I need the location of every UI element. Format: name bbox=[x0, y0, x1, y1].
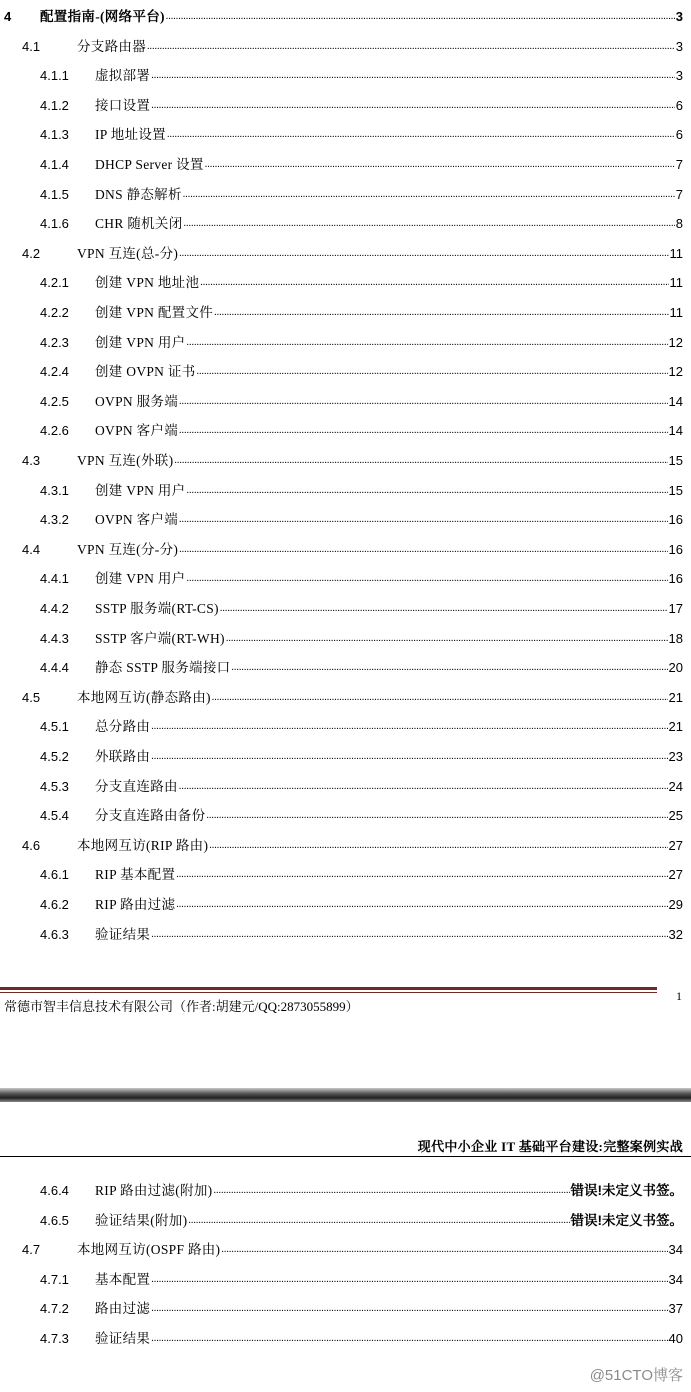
toc-entry-title: OVPN 服务端 bbox=[95, 393, 179, 409]
toc-entry-error: 错误!未定义书签。 bbox=[570, 1183, 683, 1198]
toc-leader-dots bbox=[179, 421, 668, 441]
toc-entry-number: 4.1.1 bbox=[40, 68, 69, 84]
toc-entry-title: SSTP 客户端(RT-WH) bbox=[95, 630, 225, 646]
toc-entry-error: 错误!未定义书签。 bbox=[570, 1212, 683, 1228]
footer-rule-thick bbox=[0, 987, 657, 990]
toc-leader-dots bbox=[209, 836, 667, 856]
toc-entry-title: CHR 随机关闭 bbox=[95, 216, 183, 232]
toc-leader-dots bbox=[151, 1270, 667, 1290]
toc-entry-title: 本地网互访(静态路由) bbox=[77, 689, 211, 705]
toc-entry-title: 接口设置 bbox=[95, 97, 151, 113]
toc-entry-number: 4.5 bbox=[22, 689, 41, 705]
toc-entry-number: 4.7.1 bbox=[40, 1271, 69, 1287]
toc-entry-page: 21 bbox=[668, 689, 683, 705]
toc-entry-title: 创建 OVPN 证书 bbox=[95, 364, 196, 380]
toc-entry[interactable] bbox=[0, 510, 691, 530]
toc-entry-number: 4 bbox=[4, 9, 12, 24]
toc-entry[interactable] bbox=[0, 629, 691, 649]
footer-rule-thin bbox=[0, 992, 657, 993]
toc-leader-dots bbox=[200, 273, 668, 293]
toc-entry-page: 3 bbox=[675, 38, 683, 54]
toc-leader-dots bbox=[188, 1211, 569, 1231]
toc-entry[interactable] bbox=[0, 1240, 691, 1260]
toc-entry-number: 4.2.5 bbox=[40, 393, 69, 409]
toc-entry[interactable] bbox=[0, 569, 691, 589]
toc-leader-dots bbox=[176, 895, 667, 915]
toc-entry-number: 4.3 bbox=[22, 453, 41, 468]
toc-entry[interactable] bbox=[0, 747, 691, 767]
toc-entry[interactable] bbox=[0, 421, 691, 441]
running-header-title: 现代中小企业 IT 基础平台建设:完整案例实战 bbox=[417, 1139, 683, 1154]
toc-leader-dots bbox=[206, 806, 667, 826]
toc-entry[interactable] bbox=[0, 37, 691, 57]
toc-entry-title: OVPN 客户端 bbox=[95, 512, 179, 528]
toc-entry-title: RIP 路由过滤 bbox=[95, 897, 176, 912]
toc-entry-number: 4.5.2 bbox=[40, 749, 69, 764]
toc-entry-number: 4.1.5 bbox=[40, 186, 69, 202]
toc-entry[interactable] bbox=[0, 540, 691, 560]
toc-leader-dots bbox=[166, 7, 675, 27]
toc-entry-page: 6 bbox=[675, 127, 683, 143]
page-number: 1 bbox=[676, 989, 682, 1003]
toc-entry-title: 创建 VPN 用户 bbox=[95, 334, 186, 350]
toc-entry[interactable] bbox=[0, 1329, 691, 1349]
toc-entry[interactable] bbox=[0, 244, 691, 264]
toc-leader-dots bbox=[151, 1299, 667, 1319]
toc-entry-page: 21 bbox=[668, 719, 683, 735]
toc-leader-dots bbox=[205, 155, 675, 175]
toc-leader-dots bbox=[226, 629, 668, 649]
toc-entry-number: 4.5.4 bbox=[40, 808, 69, 824]
toc-entry-title: VPN 互连(总-分) bbox=[77, 245, 179, 261]
toc-entry-title: 验证结果 bbox=[95, 926, 151, 942]
toc-leader-dots bbox=[151, 717, 667, 737]
toc-entry-title: VPN 互连(分-分) bbox=[77, 541, 179, 557]
toc-leader-dots bbox=[183, 185, 675, 205]
toc-entry-title: 验证结果 bbox=[95, 1331, 151, 1346]
toc-entry-title: 分支直连路由备份 bbox=[95, 808, 206, 824]
toc-entry-title: SSTP 服务端(RT-CS) bbox=[95, 601, 219, 616]
toc-entry[interactable] bbox=[0, 599, 691, 619]
toc-entry-page: 34 bbox=[668, 1242, 683, 1258]
toc-entry[interactable] bbox=[0, 1181, 691, 1201]
toc-entry-number: 4.2.3 bbox=[40, 334, 69, 350]
toc-entry[interactable] bbox=[0, 1270, 691, 1290]
toc-leader-dots bbox=[186, 569, 667, 589]
toc-entry-number: 4.1.6 bbox=[40, 216, 69, 232]
toc-entry-title: 本地网互访(OSPF 路由) bbox=[77, 1242, 221, 1258]
toc-entry[interactable] bbox=[0, 777, 691, 797]
toc-entry[interactable] bbox=[0, 1211, 691, 1231]
toc-entry-number: 4.7.3 bbox=[40, 1331, 69, 1346]
toc-leader-dots bbox=[151, 747, 667, 767]
toc-entry[interactable] bbox=[0, 836, 691, 856]
toc-entry-title: VPN 互连(外联) bbox=[77, 453, 174, 468]
toc-leader-dots bbox=[212, 688, 668, 708]
toc-entry-number: 4.4.2 bbox=[40, 601, 69, 616]
toc-entry-page: 17 bbox=[668, 601, 683, 616]
toc-entry-number: 4.2.2 bbox=[40, 305, 69, 320]
toc-entry-title: 虚拟部署 bbox=[95, 68, 151, 84]
toc-entry-page: 11 bbox=[669, 275, 683, 291]
toc-entry-page: 15 bbox=[668, 453, 683, 468]
toc-entry-title: 创建 VPN 配置文件 bbox=[95, 305, 214, 320]
watermark: @51CTO博客 bbox=[589, 1367, 683, 1384]
toc-leader-dots bbox=[179, 244, 668, 264]
toc-entry[interactable] bbox=[0, 96, 691, 116]
toc-leader-dots bbox=[151, 96, 675, 116]
toc-entry-page: 14 bbox=[668, 423, 683, 439]
toc-entry[interactable] bbox=[0, 717, 691, 737]
toc-entry[interactable] bbox=[0, 273, 691, 293]
toc-entry-number: 4.4.1 bbox=[40, 571, 69, 587]
toc-entry-number: 4.5.3 bbox=[40, 778, 69, 794]
toc-entry-page: 27 bbox=[668, 837, 683, 853]
toc-entry-number: 4.6.5 bbox=[40, 1212, 69, 1228]
toc-leader-dots bbox=[184, 214, 675, 234]
toc-entry-page: 37 bbox=[668, 1301, 683, 1317]
toc-entry-number: 4.7.2 bbox=[40, 1301, 69, 1317]
toc-entry-number: 4.3.1 bbox=[40, 482, 69, 498]
toc-leader-dots bbox=[220, 599, 668, 619]
toc-leader-dots bbox=[179, 510, 668, 530]
header-rule bbox=[0, 1156, 691, 1157]
toc-entry-title: 创建 VPN 用户 bbox=[95, 482, 186, 498]
toc-entry-page: 14 bbox=[668, 393, 683, 409]
toc-entry-page: 29 bbox=[668, 897, 683, 912]
toc-entry-page: 25 bbox=[668, 808, 683, 824]
toc-entry-page: 11 bbox=[669, 245, 683, 261]
toc-entry-title: 外联路由 bbox=[95, 749, 151, 764]
toc-entry-title: 静态 SSTP 服务端接口 bbox=[95, 660, 231, 676]
toc-entry-title: IP 地址设置 bbox=[95, 127, 166, 143]
toc-entry[interactable] bbox=[0, 303, 691, 323]
toc-entry[interactable] bbox=[0, 155, 691, 175]
toc-entry[interactable] bbox=[0, 333, 691, 353]
toc-entry-page: 27 bbox=[668, 867, 683, 883]
toc-leader-dots bbox=[174, 451, 667, 471]
toc-leader-dots bbox=[151, 66, 675, 86]
toc-entry-number: 4.6.3 bbox=[40, 926, 69, 942]
toc-entry[interactable] bbox=[0, 481, 691, 501]
toc-leader-dots bbox=[167, 125, 675, 145]
toc-entry-page: 16 bbox=[668, 512, 683, 528]
toc-entry-title: 本地网互访(RIP 路由) bbox=[77, 837, 209, 853]
toc-entry-title: DHCP Server 设置 bbox=[95, 157, 204, 172]
toc-entry-title: 分支路由器 bbox=[77, 38, 146, 54]
toc-entry-title: 分支直连路由 bbox=[95, 778, 178, 794]
toc-entry[interactable] bbox=[0, 392, 691, 412]
toc-entry-title: 创建 VPN 用户 bbox=[95, 571, 186, 587]
toc-entry-page: 16 bbox=[668, 541, 683, 557]
toc-entry-page: 32 bbox=[668, 926, 683, 942]
toc-entry-page: 12 bbox=[668, 364, 683, 380]
toc-entry-title: RIP 基本配置 bbox=[95, 867, 176, 883]
toc-entry-number: 4.2.4 bbox=[40, 364, 69, 380]
toc-entry-page: 6 bbox=[675, 97, 683, 113]
toc-entry-page: 7 bbox=[675, 186, 683, 202]
toc-entry-number: 4.5.1 bbox=[40, 719, 69, 735]
toc-entry-number: 4.2 bbox=[22, 245, 41, 261]
toc-entry-title: 创建 VPN 地址池 bbox=[95, 275, 200, 291]
page-separator bbox=[0, 1088, 691, 1102]
toc-leader-dots bbox=[186, 481, 667, 501]
toc-entry-page: 18 bbox=[668, 630, 683, 646]
toc-entry-page: 7 bbox=[675, 157, 683, 172]
toc-entry-title: 配置指南-(网络平台) bbox=[40, 9, 165, 24]
toc-entry-page: 20 bbox=[668, 660, 683, 676]
toc-entry-number: 4.7 bbox=[22, 1242, 41, 1258]
toc-entry-number: 4.1.4 bbox=[40, 157, 69, 172]
toc-entry[interactable] bbox=[0, 658, 691, 678]
toc-entry[interactable] bbox=[0, 806, 691, 826]
toc-entry-number: 4.1 bbox=[22, 38, 41, 54]
toc-leader-dots bbox=[176, 865, 667, 885]
toc-entry[interactable] bbox=[0, 925, 691, 945]
toc-leader-dots bbox=[151, 925, 667, 945]
toc-entry-title: DNS 静态解析 bbox=[95, 186, 182, 202]
toc-entry[interactable] bbox=[0, 1299, 691, 1319]
toc-entry-title: RIP 路由过滤(附加) bbox=[95, 1183, 213, 1198]
toc-entry[interactable] bbox=[0, 214, 691, 234]
toc-entry-number: 4.3.2 bbox=[40, 512, 69, 528]
toc-leader-dots bbox=[214, 303, 668, 323]
toc-entry[interactable] bbox=[0, 451, 691, 471]
toc-entry-page: 11 bbox=[669, 305, 683, 320]
toc-entry-page: 3 bbox=[675, 68, 683, 84]
toc-entry[interactable] bbox=[0, 688, 691, 708]
toc-entry-page: 12 bbox=[668, 334, 683, 350]
toc-entry[interactable] bbox=[0, 66, 691, 86]
toc-entry-title: 路由过滤 bbox=[95, 1301, 151, 1317]
toc-leader-dots bbox=[221, 1240, 667, 1260]
toc-entry[interactable] bbox=[0, 865, 691, 885]
toc-entry-page: 24 bbox=[668, 778, 683, 794]
toc-entry-number: 4.4.4 bbox=[40, 660, 69, 676]
toc-entry-title: 总分路由 bbox=[95, 719, 151, 735]
toc-entry[interactable] bbox=[0, 362, 691, 382]
toc-entry-title: 验证结果(附加) bbox=[95, 1212, 188, 1228]
toc-entry-title: 基本配置 bbox=[95, 1271, 151, 1287]
toc-leader-dots bbox=[197, 362, 668, 382]
toc-entry-page: 3 bbox=[675, 9, 683, 24]
toc-leader-dots bbox=[179, 777, 668, 797]
toc-entry[interactable] bbox=[0, 125, 691, 145]
toc-entry-number: 4.1.2 bbox=[40, 97, 69, 113]
toc-leader-dots bbox=[213, 1181, 569, 1201]
toc-entry-number: 4.2.6 bbox=[40, 423, 69, 439]
toc-entry-number: 4.6.1 bbox=[40, 867, 69, 883]
toc-entry-number: 4.6.2 bbox=[40, 897, 69, 912]
toc-entry[interactable] bbox=[0, 7, 691, 27]
toc-entry-number: 4.6 bbox=[22, 837, 41, 853]
toc-entry-number: 4.2.1 bbox=[40, 275, 69, 291]
toc-entry-number: 4.4 bbox=[22, 541, 41, 557]
toc-leader-dots bbox=[231, 658, 667, 678]
footer-company: 常德市智丰信息技术有限公司（作者:胡建元/QQ:2873055899） bbox=[4, 999, 359, 1014]
toc-leader-dots bbox=[179, 392, 668, 412]
toc-leader-dots bbox=[151, 1329, 667, 1349]
toc-entry[interactable] bbox=[0, 895, 691, 915]
toc-entry-page: 15 bbox=[668, 482, 683, 498]
toc-entry[interactable] bbox=[0, 185, 691, 205]
toc-leader-dots bbox=[147, 37, 675, 57]
toc-entry-number: 4.1.3 bbox=[40, 127, 69, 143]
toc-entry-page: 23 bbox=[668, 749, 683, 764]
toc-entry-page: 40 bbox=[668, 1331, 683, 1346]
toc-leader-dots bbox=[186, 333, 667, 353]
toc-entry-page: 34 bbox=[668, 1271, 683, 1287]
toc-entry-page: 8 bbox=[675, 216, 683, 232]
toc-entry-number: 4.4.3 bbox=[40, 630, 69, 646]
toc-entry-page: 16 bbox=[668, 571, 683, 587]
toc-leader-dots bbox=[179, 540, 667, 560]
toc-entry-number: 4.6.4 bbox=[40, 1183, 69, 1198]
toc-entry-title: OVPN 客户端 bbox=[95, 423, 179, 439]
